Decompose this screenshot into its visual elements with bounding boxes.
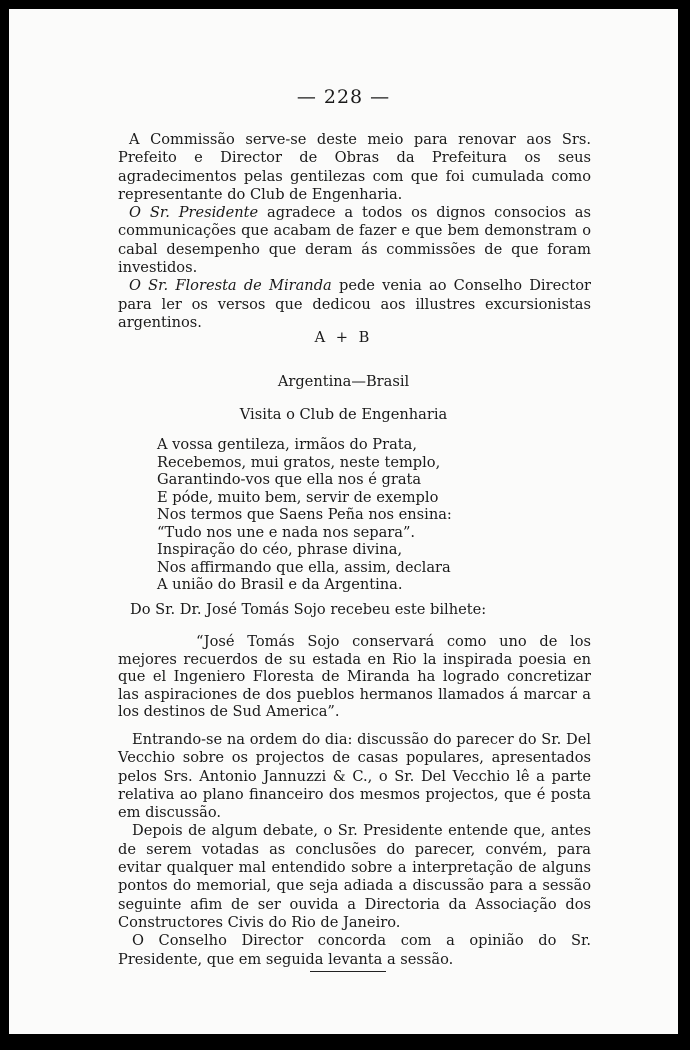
paragraph-agenda: Entrando-se na ordem do dia: discussão do parecer do Sr. Del Vecchio sobre os projectos de casas populares, apresentados pelos Srs. Antonio Jannuzzi & C., o Sr. Del Vecchio lê a parte relativa ao plano financeiro dos mesmos projectos, que é posta em discussão. [118, 731, 591, 822]
poem-line: A vossa gentileza, irmãos do Prata, [157, 436, 417, 453]
opening-paragraphs [118, 131, 591, 332]
paragraph-floresta-text: pede venia ao Conselho Director para ler os versos que dedicou aos illustres excursionistas argentinos. [118, 277, 592, 331]
speaker-floresta: O Sr. Floresta de Miranda [129, 277, 332, 295]
paragraph-president [118, 204, 591, 277]
paragraph-debate: Depois de algum debate, o Sr. Presidente entende que, antes de serem votadas as conclusões do parecer, convém, para evitar qualquer mal entendido sobre a interpretação de alguns pontos do memorial, que seja adiada a discussão para a sessão seguinte afim de ser ouvida a Directoria da Associação dos Constructores Civis do Rio de Janeiro. [118, 822, 591, 931]
poem-line: Nos termos que Saens Peña nos ensina: [157, 506, 452, 523]
poem-line: A união do Brasil e da Argentina. [157, 576, 403, 593]
document-page [9, 9, 678, 1034]
poem-line: Inspiração do céo, phrase divina, [157, 541, 403, 558]
poem-heading: A + B [314, 329, 373, 346]
note-intro: Do Sr. Dr. José Tomás Sojo recebeu este bilhete: [130, 601, 487, 618]
poem-line: Nos affirmando que ella, assim, declara [157, 558, 451, 576]
poem-verses [157, 436, 497, 594]
paragraph-closing: O Conselho Director concorda com a opinião do Sr. Presidente, que em seguida levanta a sessão. [118, 932, 591, 968]
poem-line: Garantindo-vos que ella nos é grata [157, 471, 422, 488]
page-number: — 228 — [296, 86, 391, 108]
paragraph-president-text: agradece a todos os dignos consocios as communicações que acabam de fazer e que bem demonstram o cabal desempenho que deram ás commissões de que foram investidos. [118, 204, 591, 277]
note-quote [118, 633, 591, 721]
note-quote-text: “José Tomás Sojo conservará como uno de los mejores recuerdos de su estada en Rio la inspirada poesia en que el Ingeniero Floresta de Miranda ha logrado concretizar las aspiraciones de dos pueblos hermanos llamados á marcar a los destinos de Sud America”. [118, 633, 591, 721]
poem-subtitle: Visita o Club de Engenharia [239, 406, 448, 423]
closing-paragraphs [118, 731, 591, 969]
paragraph-commission: A Commissão serve-se deste meio para renovar aos Srs. Prefeito e Director de Obras da Prefeitura os seus agradecimentos pelas gentilezas com que foi cumulada como representante do Club de Engenharia. [118, 131, 591, 203]
poem-line: “Tudo nos une e nada nos separa”. [157, 523, 416, 541]
speaker-president: O Sr. Presidente [129, 204, 259, 222]
poem-line: Recebemos, mui gratos, neste templo, [157, 453, 441, 471]
poem-line: E póde, muito bem, servir de exemplo [157, 488, 439, 506]
end-rule-divider [310, 971, 386, 972]
paragraph-floresta [118, 277, 591, 332]
poem-title: Argentina—Brasil [277, 373, 410, 390]
